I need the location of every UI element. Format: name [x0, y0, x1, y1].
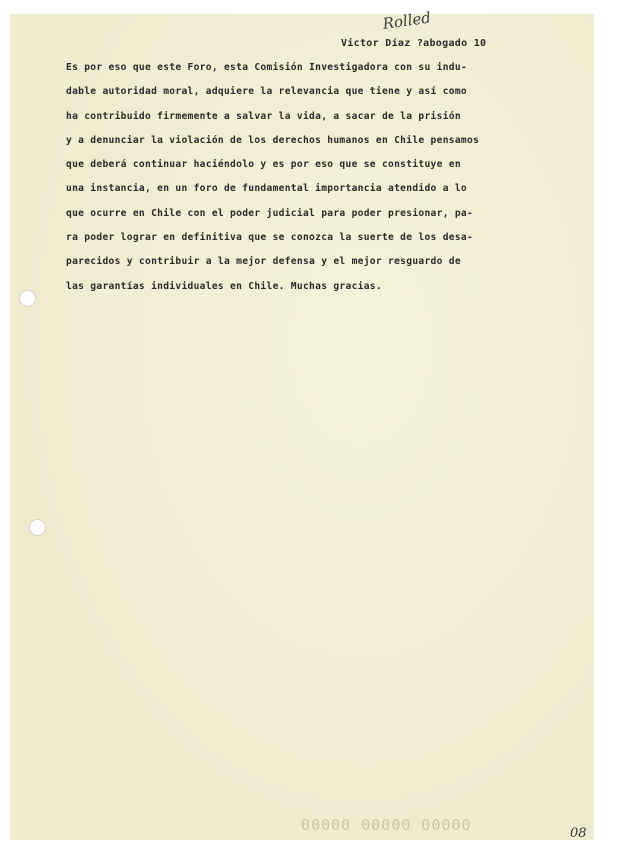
text-line: dable autoridad moral, adquiere la relevancia que tiene y así como [66, 86, 468, 98]
text-line: que deberá continuar haciéndolo y es por eso que se constituye en [66, 159, 461, 171]
punch-hole-bottom [29, 519, 46, 536]
text-line: y a denunciar la violación de los derechos humanos en Chile pensamos [66, 134, 480, 146]
handwritten-annotation: Rolled [381, 8, 432, 33]
transcript-paragraph [66, 56, 586, 299]
speaker-heading: Victor Díaz ?abogado 10 [341, 38, 487, 49]
text-line: Es por eso que este Foro, esta Comisión Investigadora con su indu- [66, 62, 468, 73]
text-line: parecidos y contribuir a la mejor defensa y el mejor resguardo de [66, 256, 461, 268]
text-line: las garantías individuales en Chile. Muchas gracias. [66, 280, 382, 292]
text-line: ra poder lograr en definitiva que se conozca la suerte de los desa- [66, 232, 474, 244]
text-line: ha contribuido firmemente a salvar la vida, a sacar de la prisión [66, 110, 461, 122]
archive-stamp-bleedthrough: 00000 00000 00000 [300, 816, 471, 834]
text-line: una instancia, en un foro de fundamental importancia atendido a lo [66, 183, 468, 195]
corner-page-mark: 08 [570, 826, 587, 841]
punch-hole-top [19, 290, 36, 307]
text-line: que ocurre en Chile con el poder judicial para poder presionar, pa- [66, 207, 474, 219]
